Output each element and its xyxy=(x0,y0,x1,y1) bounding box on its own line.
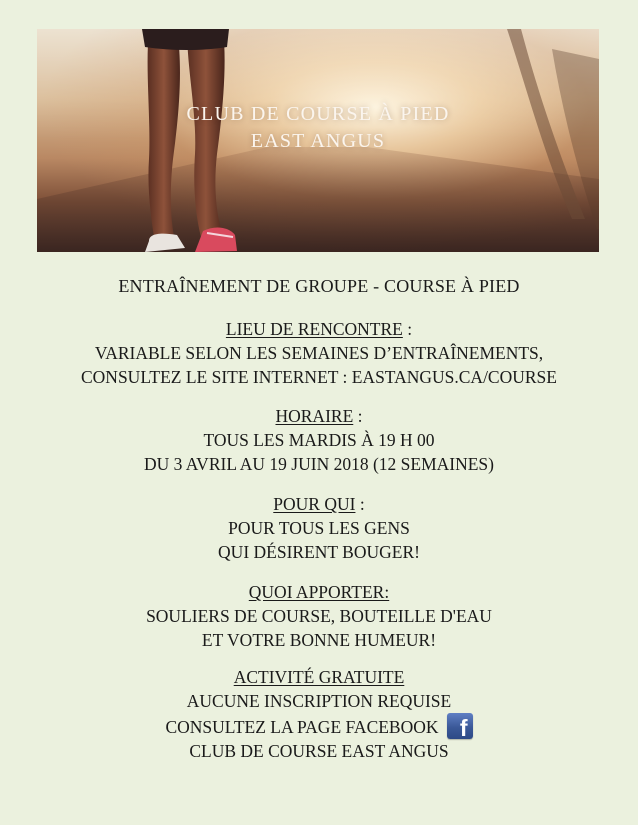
facebook-icon[interactable]: f xyxy=(447,713,473,739)
lieu-line2: CONSULTEZ LE SITE INTERNET : EASTANGUS.CA/COURSE xyxy=(81,367,557,387)
section-heading xyxy=(0,404,638,428)
section-pour-qui xyxy=(0,492,638,564)
section-horaire xyxy=(0,404,638,476)
pour-qui-line1: POUR TOUS LES GENS xyxy=(228,518,410,538)
section-activite xyxy=(0,665,638,763)
horaire-heading-suffix: : xyxy=(353,406,363,426)
banner-image xyxy=(37,29,599,252)
section-heading xyxy=(0,492,638,516)
section-heading xyxy=(0,317,638,341)
quoi-apporter-line1: SOULIERS DE COURSE, BOUTEILLE D'EAU xyxy=(146,606,492,626)
horaire-line1: TOUS LES MARDIS À 19 H 00 xyxy=(203,430,435,450)
lieu-line1: VARIABLE SELON LES SEMAINES D’ENTRAÎNEMENTS, xyxy=(94,343,544,363)
page-title: ENTRAÎNEMENT DE GROUPE - COURSE À PIED xyxy=(118,276,520,296)
section-heading xyxy=(0,580,638,604)
section-heading xyxy=(0,665,638,689)
section-quoi-apporter xyxy=(0,580,638,652)
pour-qui-line2: QUI DÉSIRENT BOUGER! xyxy=(218,542,420,562)
pour-qui-heading-suffix: : xyxy=(355,494,365,514)
banner-title-line2: EAST ANGUS xyxy=(250,130,386,152)
activite-line2-wrap xyxy=(0,713,638,739)
activite-line2: CONSULTEZ LA PAGE FACEBOOK xyxy=(165,717,439,737)
activite-line1: AUCUNE INSCRIPTION REQUISE xyxy=(186,691,452,711)
lieu-heading: LIEU DE RENCONTRE xyxy=(225,319,403,339)
pour-qui-heading: POUR QUI xyxy=(273,494,356,514)
activite-line3: CLUB DE COURSE EAST ANGUS xyxy=(189,741,449,761)
banner-title-line1: CLUB DE COURSE À PIED xyxy=(186,103,450,125)
lieu-heading-suffix: : xyxy=(402,319,413,339)
quoi-apporter-line2: ET VOTRE BONNE HUMEUR! xyxy=(201,630,437,650)
horaire-line2: DU 3 AVRIL AU 19 JUIN 2018 (12 SEMAINES) xyxy=(143,454,494,474)
quoi-apporter-heading: QUOI APPORTER: xyxy=(248,582,390,602)
horaire-heading: HORAIRE xyxy=(275,406,354,426)
section-lieu xyxy=(0,317,638,389)
activite-heading: ACTIVITÉ GRATUITE xyxy=(233,667,405,687)
banner-title xyxy=(37,101,599,155)
